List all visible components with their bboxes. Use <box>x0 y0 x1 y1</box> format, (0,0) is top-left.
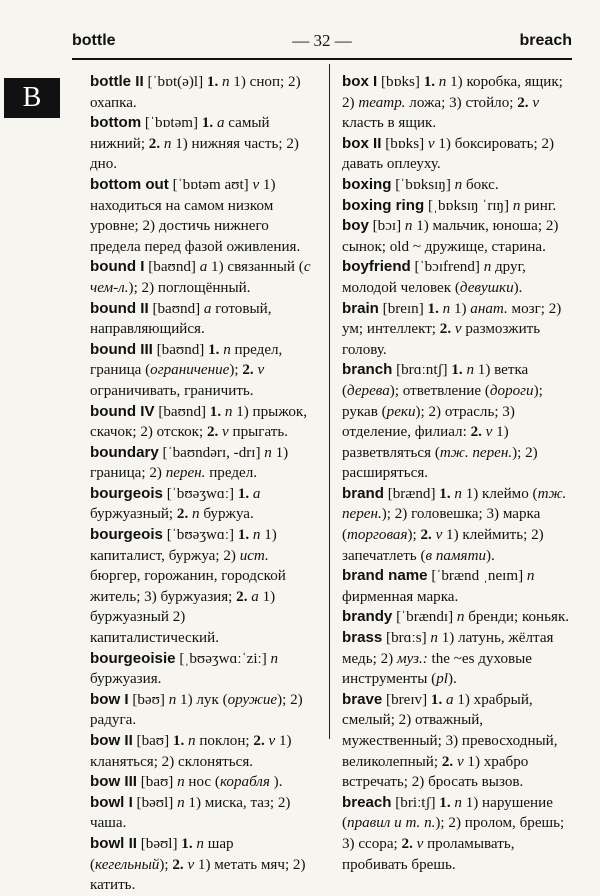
entry-label: n <box>512 197 521 214</box>
entry-headword: boxing ring <box>342 196 425 214</box>
entry-text: 1) коробка, ящик; 2) <box>342 74 563 111</box>
entry-label: в памяти <box>425 547 487 564</box>
entry-text: 1) боксировать; 2) давать оплеуху. <box>342 135 555 173</box>
entry-label: перен. <box>165 465 206 482</box>
entry-label: n <box>221 74 230 90</box>
dictionary-entry <box>342 257 572 298</box>
entry-label: v <box>257 362 265 379</box>
entry-text: [brɑːs] <box>382 630 431 647</box>
entry-text: ограничивать, граничить. <box>90 382 254 399</box>
entry-text: [bɒks] <box>377 74 424 90</box>
sense-number: 2. <box>439 321 455 338</box>
sense-number: 1. <box>430 691 446 708</box>
dictionary-entry <box>90 72 315 113</box>
entry-label: n <box>264 444 272 461</box>
entry-text: 1) сноп; 2) охапка. <box>90 74 301 111</box>
dictionary-entry <box>342 175 572 196</box>
dictionary-entry <box>342 566 572 607</box>
entry-text: буржуазный; <box>90 506 177 523</box>
entry-headword: bottle II <box>90 73 144 90</box>
dictionary-entry <box>342 484 572 566</box>
entry-text: 1) граница; 2) <box>90 444 289 482</box>
entry-text: [breɪn] <box>378 300 428 317</box>
entry-text: ). <box>447 671 457 688</box>
entry-text: 1) буржуазный 2) капиталистический. <box>90 588 276 647</box>
sense-number: 1. <box>439 794 455 811</box>
entry-text: предел. <box>205 465 258 482</box>
entry-label: ограничение <box>150 362 230 379</box>
entry-label: n <box>270 650 279 667</box>
entry-label: v <box>454 321 462 338</box>
entry-headword: bound IV <box>90 402 155 420</box>
dictionary-entry <box>90 690 315 731</box>
entry-label: n <box>177 794 185 811</box>
dictionary-entry <box>90 175 315 257</box>
entry-text: 1) лук ( <box>176 691 228 708</box>
entry-text: 1) миска, таз; 2) чаша. <box>90 794 291 832</box>
dictionary-entry <box>90 299 315 340</box>
entry-label: n <box>466 362 474 379</box>
entry-text: 1) клеймить; 2) запечатлеть ( <box>342 527 544 564</box>
sense-number: 1. <box>439 485 455 502</box>
entry-text: ); 2) пролом, брешь; 3) ссора; <box>342 815 565 852</box>
entry-headword: boy <box>342 217 369 235</box>
dictionary-entry <box>90 731 315 772</box>
entry-text: [baʊnd] <box>152 341 209 358</box>
entry-label: n <box>252 527 261 544</box>
entry-headword: bound II <box>90 299 149 317</box>
entry-text: буржуазия. <box>90 671 162 688</box>
column-divider <box>329 64 330 739</box>
entry-label: правил и т. п. <box>347 815 436 832</box>
dictionary-entry <box>342 690 572 793</box>
sense-number: 1. <box>208 341 224 358</box>
sense-number: 2. <box>253 733 269 749</box>
entry-text: ). <box>269 774 283 791</box>
entry-text: 1) находиться на самом низком уровне; 2) достичь нижнего предела перед фазой оживления. <box>90 176 301 255</box>
entry-label: n <box>192 506 200 523</box>
entry-text: [ˈbɒtəm] <box>141 115 202 132</box>
dictionary-entry <box>342 793 572 875</box>
entry-label: a <box>252 485 261 502</box>
entry-text: 1) разветвляться ( <box>342 424 509 461</box>
entry-text: 1) прыжок, скачок; 2) отскок; <box>90 403 308 441</box>
entry-text: готовый, направляющийся. <box>90 300 272 338</box>
entry-label: кегельный <box>95 856 160 873</box>
dictionary-entry <box>90 649 315 690</box>
entry-text: [bəʊl] <box>136 835 182 852</box>
entry-headword: bound III <box>90 340 153 358</box>
entry-headword: bow II <box>90 732 133 749</box>
entry-label: v <box>187 856 195 873</box>
entry-text: [brænd] <box>383 485 440 502</box>
sense-number: 2. <box>176 506 192 523</box>
dictionary-columns <box>72 64 572 894</box>
entry-label: n <box>177 774 185 791</box>
entry-text: [bɔɪ] <box>368 218 405 235</box>
entry-headword: bowl II <box>90 834 137 852</box>
sense-number: 2. <box>242 362 258 379</box>
dictionary-entry <box>342 607 572 628</box>
entry-label: муз.: <box>396 650 428 667</box>
entry-headword: brass <box>342 629 383 647</box>
entry-text: [brɑːntʃ] <box>392 362 452 379</box>
entry-text: [baʊnd] <box>144 259 200 276</box>
entry-label: a <box>203 300 212 317</box>
entry-text: предел, граница ( <box>90 341 283 379</box>
entry-text: ); рукав ( <box>342 382 543 420</box>
entry-headword: bow I <box>90 690 129 708</box>
entry-headword: breach <box>342 793 392 811</box>
entry-label: оружие <box>227 691 278 708</box>
sense-number: 2. <box>236 588 252 605</box>
entry-text: ); <box>159 856 173 873</box>
entry-text: ); <box>407 527 421 544</box>
entry-headword: boundary <box>90 443 159 461</box>
entry-label: n <box>438 74 447 90</box>
entry-label: n <box>196 835 204 852</box>
left-column <box>90 72 315 896</box>
entry-text: [ˈbrænd ˌneɪm] <box>427 568 527 585</box>
entry-label: реки <box>386 403 416 420</box>
entry-label: n <box>454 485 462 502</box>
entry-text: бюргер, горожанин, городской житель; 3) буржуазия; <box>90 568 286 605</box>
entry-text: шар ( <box>90 835 234 873</box>
page-number: — 32 — <box>292 31 352 50</box>
entry-label: a <box>199 259 208 276</box>
entry-text: ринг. <box>520 197 557 214</box>
entry-text: 1) храбро встречать; 2) бросать вызов. <box>342 753 529 791</box>
sense-number: 2. <box>470 424 486 441</box>
entry-text: [bəʊ] <box>128 691 169 708</box>
sense-number: 1. <box>423 74 439 90</box>
sense-number: 1. <box>427 300 443 317</box>
entry-text: 1) клеймо ( <box>461 485 538 502</box>
sense-number: 1. <box>206 74 222 90</box>
entry-text: [ˈbɔɪfrend] <box>410 259 484 276</box>
entry-text: 1) нарушение ( <box>342 794 553 832</box>
entry-text: 1) мальчик, юноша; 2) сынок; old ~ дружище, старина. <box>342 218 559 255</box>
entry-text: 1) нижняя часть; 2) дно. <box>90 135 299 173</box>
entry-text: [briːtʃ] <box>391 794 440 811</box>
entry-text: [ˈbʊəʒwɑː] <box>162 527 238 544</box>
dictionary-entry <box>90 257 315 298</box>
entry-text: ); 2) радуга. <box>90 691 303 729</box>
dictionary-entry <box>342 628 572 690</box>
entry-label: n <box>224 403 233 420</box>
sense-number: 1. <box>209 403 225 420</box>
entry-text: ); <box>229 362 243 379</box>
entry-headword: brand <box>342 484 384 502</box>
dictionary-entry <box>90 793 315 834</box>
entry-label: n <box>223 341 231 358</box>
entry-label: v <box>268 733 276 749</box>
dictionary-entry <box>342 360 572 484</box>
entry-text: фирменная марка. <box>342 588 459 605</box>
entry-label: n <box>454 176 463 193</box>
entry-text: бренди; коньяк. <box>464 609 570 626</box>
entry-label: n <box>404 218 413 235</box>
entry-text: класть в ящик. <box>342 115 437 132</box>
entry-text: [ˈbaʊndərɪ, -drɪ] <box>158 444 265 461</box>
entry-headword: brand name <box>342 567 428 585</box>
entry-label: корабля <box>219 774 270 791</box>
entry-label: v <box>532 94 540 111</box>
entry-label: тж. перен. <box>342 485 567 523</box>
sense-number: 1. <box>201 115 217 132</box>
entry-label: v <box>416 835 424 852</box>
sense-number: 1. <box>237 485 253 502</box>
entry-text: [ˈbrændɪ] <box>392 609 457 626</box>
dictionary-entry <box>90 834 315 896</box>
entry-headword: boyfriend <box>342 258 411 276</box>
entry-text: ); 2) поглощённый. <box>128 279 251 296</box>
entry-label: v <box>427 135 435 152</box>
entry-text: нос ( <box>184 774 220 791</box>
entry-text: ); 2) отрасль; 3) отделение, филиал: <box>342 403 515 441</box>
sense-number: 2. <box>517 94 533 111</box>
entry-text: [ˈbɒksɪŋ] <box>391 176 455 193</box>
entry-label: анат. <box>470 300 508 317</box>
sense-number: 2. <box>420 527 436 544</box>
dictionary-entry <box>90 443 315 484</box>
entry-headword: branch <box>342 361 393 379</box>
entry-headword: bourgeoisie <box>90 649 176 667</box>
entry-text: ). <box>486 547 495 564</box>
sense-number: 2. <box>441 753 457 770</box>
entry-text: ); 2) головешка; 3) марка ( <box>342 506 541 544</box>
entry-label: дерева <box>347 382 390 399</box>
dictionary-entry <box>342 134 572 175</box>
dictionary-entry <box>90 772 315 793</box>
entry-headword: bow III <box>90 773 137 791</box>
entry-headword: brave <box>342 690 383 708</box>
entry-label: a <box>446 691 454 708</box>
entry-text: самый нижний; <box>90 115 270 152</box>
entry-label: n <box>456 609 465 626</box>
entry-text: поклон; <box>195 733 254 749</box>
entry-headword: bourgeois <box>90 484 163 502</box>
entry-text: [ˈbɒt(ə)l] <box>143 74 207 90</box>
entry-text: 1) капиталист, буржуа; 2) <box>90 527 277 564</box>
entry-text: мозг; 2) ум; интеллект; <box>342 300 562 338</box>
entry-text: [baʊnd] <box>154 403 210 420</box>
sense-number: 1. <box>181 835 197 852</box>
entry-text: ); 2) расширяться. <box>342 444 538 482</box>
entry-headword: bound I <box>90 258 145 276</box>
entry-label: дороги <box>489 382 534 399</box>
entry-label: n <box>188 733 196 749</box>
header-first-word: bottle <box>72 32 116 49</box>
dictionary-entry <box>90 525 315 649</box>
entry-headword: boxing <box>342 175 392 193</box>
entry-text: [ˌbʊəʒwɑːˈziː] <box>175 650 271 667</box>
entry-text: 1) метать мяч; 2) катить. <box>90 856 306 894</box>
entry-text: [baʊnd] <box>148 300 204 317</box>
entry-text: 1) кланяться; 2) склоняться. <box>90 733 292 770</box>
sense-number: 2. <box>206 424 223 441</box>
entry-label: с чем-л. <box>90 259 311 296</box>
entry-label: n <box>163 135 172 152</box>
entry-label: n <box>483 259 492 276</box>
entry-text: [bəʊl] <box>132 794 178 811</box>
entry-headword: bottom <box>90 114 142 132</box>
entry-headword: bourgeois <box>90 526 163 544</box>
dictionary-entry <box>90 402 315 443</box>
entry-text: the ~es духовые инструменты ( <box>342 650 532 688</box>
dictionary-entry <box>90 484 315 525</box>
entry-text: [ˈbɒtəm aʊt] <box>168 176 253 193</box>
entry-text: [ˈbʊəʒwɑː] <box>162 485 238 502</box>
page-header <box>72 30 572 60</box>
header-last-word: breach <box>519 32 572 49</box>
entry-text: 1) латунь, жёлтая медь; 2) <box>342 630 554 667</box>
dictionary-entry <box>90 340 315 402</box>
entry-text: ). <box>513 279 523 296</box>
sense-number: 1. <box>237 527 253 544</box>
entry-text: [baʊ] <box>132 733 173 749</box>
entry-headword: brain <box>342 299 379 317</box>
entry-text: прыгать. <box>228 424 289 441</box>
entry-label: v <box>252 176 260 193</box>
entry-label: торговая <box>347 527 408 544</box>
entry-text: 1) <box>450 300 471 317</box>
entry-label: девушки <box>459 279 514 296</box>
entry-label: pl <box>436 671 448 688</box>
entry-text: [ˌbɒksɪŋ ˈrɪŋ] <box>424 197 513 214</box>
entry-headword: box I <box>342 73 378 90</box>
entry-text: буржуа. <box>199 506 254 523</box>
entry-label: v <box>456 753 464 770</box>
entry-text: 1) связанный ( <box>207 259 304 276</box>
right-column <box>342 72 572 875</box>
entry-label: тж. перен. <box>439 444 513 461</box>
entry-label: ист. <box>239 547 269 564</box>
dictionary-entry <box>342 72 572 134</box>
entry-label: a <box>216 115 225 132</box>
entry-text: 1) храбрый, смелый; 2) отважный, мужественный; 3) превосходный, великолепный; <box>342 691 558 770</box>
dictionary-entry <box>342 216 572 257</box>
entry-text: [baʊ] <box>136 774 178 791</box>
entry-text: друг, молодой человек ( <box>342 259 526 296</box>
entry-label: n <box>526 568 535 585</box>
sense-number: 2. <box>148 135 164 152</box>
entry-label: v <box>435 527 443 544</box>
entry-text: бокс. <box>462 176 499 193</box>
entry-label: a <box>251 588 259 605</box>
entry-label: n <box>168 691 177 708</box>
entry-headword: brandy <box>342 608 393 626</box>
entry-text: 1) ветка ( <box>342 362 529 399</box>
entry-text: размозжить голову. <box>342 321 541 358</box>
dictionary-entry <box>90 113 315 175</box>
entry-label: театр. <box>358 94 406 111</box>
sense-number: 2. <box>401 835 417 852</box>
entry-text: ); ответвление ( <box>389 382 490 399</box>
entry-headword: bowl I <box>90 793 133 811</box>
entry-label: v <box>222 424 229 441</box>
entry-headword: bottom out <box>90 175 169 193</box>
entry-text: проламывать, пробивать брешь. <box>342 835 515 873</box>
dictionary-entry <box>342 299 572 361</box>
dictionary-entry <box>342 196 572 217</box>
section-letter-tab: B <box>4 78 60 118</box>
entry-headword: box II <box>342 134 382 152</box>
entry-label: n <box>430 630 438 647</box>
sense-number: 1. <box>172 733 188 749</box>
entry-text: [breɪv] <box>382 691 431 708</box>
entry-label: n <box>454 794 462 811</box>
entry-text: ложа; 3) стойло; <box>405 94 518 111</box>
sense-number: 2. <box>172 856 188 873</box>
entry-text: [bɒks] <box>381 135 428 152</box>
sense-number: 1. <box>451 362 467 379</box>
entry-label: v <box>485 424 493 441</box>
entry-label: n <box>442 300 451 317</box>
